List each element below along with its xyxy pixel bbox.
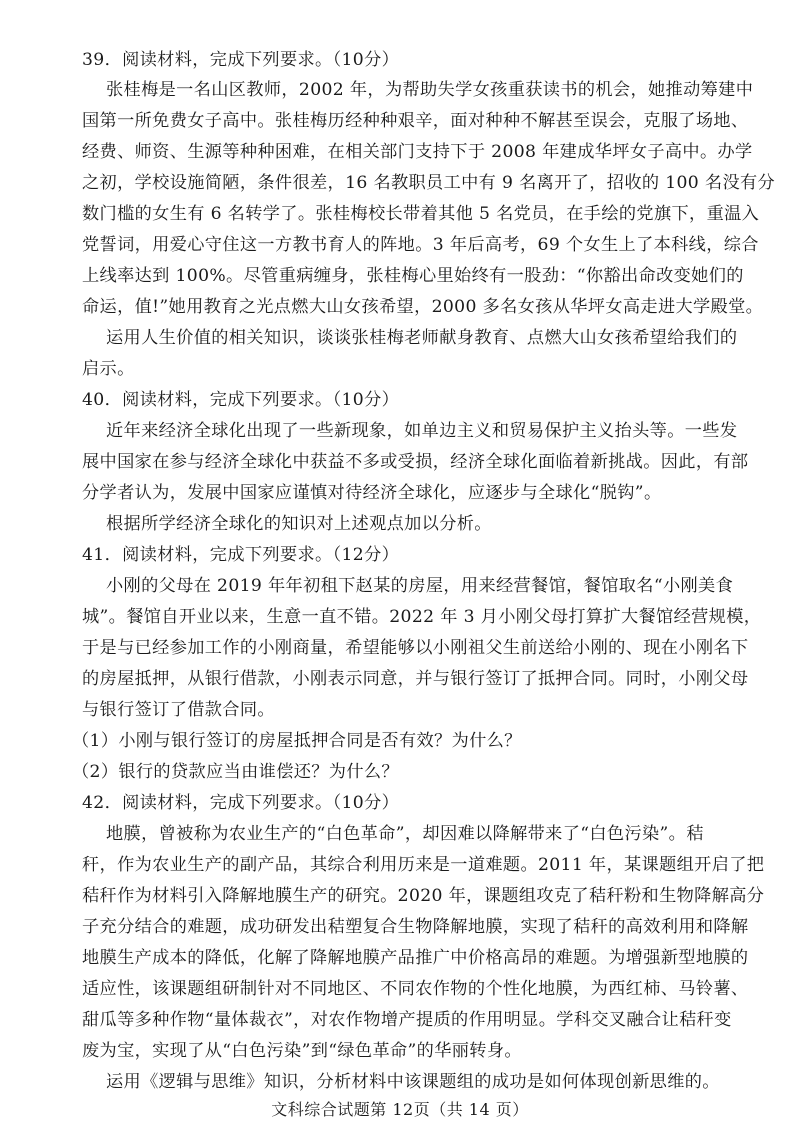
question-41-material-line: 小刚的父母在 2019 年年初租下赵某的房屋，用来经营餐馆，餐馆取名“小刚美食	[106, 576, 734, 596]
question-39-material-line: 党誓词，用爱心守住这一方教书育人的阵地。3 年后高考，69 个女生上了本科线，综合	[82, 235, 759, 255]
question-41-header: 41．阅读材料，完成下列要求。（12分）	[82, 545, 400, 565]
question-39-material-line: 经费、师资、生源等种种困难，在相关部门支持下于 2008 年建成华坪女子高中。办学	[82, 142, 753, 162]
question-39-material-line: 之初，学校设施简陋，条件很差，16 名教职员工中有 9 名离开了，招收的 100 名没有分	[82, 173, 776, 193]
question-40-prompt: 根据所学经济全球化的知识对上述观点加以分析。	[106, 514, 492, 534]
question-39-header: 39．阅读材料，完成下列要求。（10分）	[82, 50, 400, 70]
question-39-material-line: 国第一所免费女子高中。张桂梅历经种种艰辛，面对种种不解甚至误会，克服了场地、	[82, 111, 749, 131]
question-40-material-line: 分学者认为，发展中国家应谨慎对待经济全球化，应逐步与全球化“脱钩”。	[82, 483, 662, 503]
question-41-material-line: 的房屋抵押，从银行借款，小刚表示同意，并与银行签订了抵押合同。同时，小刚父母	[82, 669, 749, 689]
question-41-sub-question-1: （1）小刚与银行签订的房屋抵押合同是否有效？为什么？	[72, 731, 522, 751]
question-41-material-line: 于是与已经参加工作的小刚商量，希望能够以小刚祖父生前送给小刚的、现在小刚名下	[82, 638, 749, 658]
question-39-material-line: 上线率达到 100%。尽管重病缠身，张桂梅心里始终有一股劲：“你豁出命改变她们的	[82, 266, 744, 286]
question-41-material-line: 与银行签订了借款合同。	[82, 700, 275, 720]
question-40-material-line: 展中国家在参与经济全球化中获益不多或受损，经济全球化面临着新挑战。因此，有部	[82, 452, 749, 472]
question-41-sub-question-2: （2）银行的贷款应当由谁偿还？为什么？	[72, 762, 399, 782]
question-42-material-line: 甜瓜等多种作物“量体裁衣”，对农作物增产提质的作用明显。学科交叉融合让秸秆变	[82, 1010, 732, 1030]
question-42-material-line: 适应性，该课题组研制针对不同地区、不同农作物的个性化地膜，为西红柿、马铃薯、	[82, 979, 749, 999]
question-42-material-line: 地膜生产成本的降低，化解了降解地膜产品推广中价格高昂的难题。为增强新型地膜的	[82, 948, 749, 968]
question-42-material-line: 秆，作为农业生产的副产品，其综合利用历来是一道难题。2011 年，某课题组开启了把	[82, 855, 765, 875]
question-42-material-line: 秸秆作为材料引入降解地膜生产的研究。2020 年，课题组攻克了秸秆粉和生物降解高分	[82, 886, 765, 906]
question-40-material-line: 近年来经济全球化出现了一些新现象，如单边主义和贸易保护主义抬头等。一些发	[106, 421, 738, 441]
question-39-material-line: 命运，值!”她用教育之光点燃大山女孩希望，2000 多名女孩从华坪女高走进大学殿堂。	[82, 297, 764, 317]
question-42-material-line: 废为宝，实现了从“白色污染”到“绿色革命”的华丽转身。	[82, 1041, 522, 1061]
question-40-header: 40．阅读材料，完成下列要求。（10分）	[82, 390, 400, 410]
question-42-material-line: 子充分结合的难题，成功研发出秸塑复合生物降解地膜，实现了秸秆的高效利用和降解	[82, 917, 749, 937]
question-39-material-line: 张桂梅是一名山区教师，2002 年，为帮助失学女孩重获读书的机会，她推动筹建中	[106, 80, 754, 100]
question-39-material-line: 数门槛的女生有 6 名转学了。张桂梅校长带着其他 5 名党员，在手绘的党旗下，重温入	[82, 204, 760, 224]
question-42-header: 42．阅读材料，完成下列要求。（10分）	[82, 793, 400, 813]
question-42-prompt: 运用《逻辑与思维》知识，分析材料中该课题组的成功是如何体现创新思维的。	[106, 1072, 720, 1092]
question-42-material-line: 地膜，曾被称为农业生产的“白色革命”，却因难以降解带来了“白色污染”。秸	[106, 824, 704, 844]
question-41-material-line: 城”。餐馆自开业以来，生意一直不错。2022 年 3 月小刚父母打算扩大餐馆经营规模，	[82, 607, 762, 627]
question-39-prompt-line: 运用人生价值的相关知识，谈谈张桂梅老师献身教育、点燃大山女孩希望给我们的	[106, 328, 738, 348]
question-39-prompt-line: 启示。	[82, 359, 135, 379]
page-footer: 文科综合试题第 12页（共 14 页）	[271, 1100, 529, 1119]
